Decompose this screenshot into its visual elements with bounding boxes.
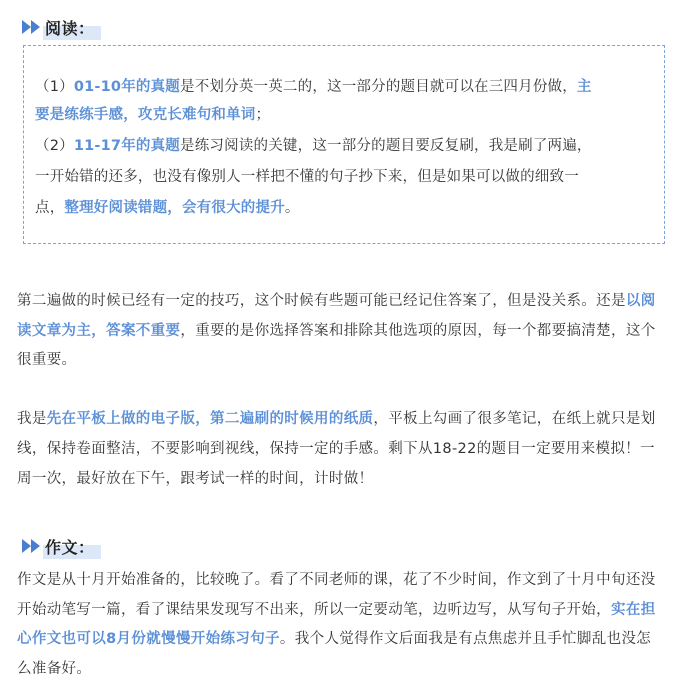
text-segment: 很重要。: [17, 352, 77, 368]
text-segment: ，平板上勾画了很多笔记，在纸上就只是划: [373, 411, 656, 427]
highlighted-text: 主: [576, 79, 592, 95]
double-arrow-icon: [22, 539, 42, 553]
reading-box-line: [35, 198, 300, 218]
text-segment: 开始动笔写一篇，看了课结果发现写不出来，所以一定要动笔，边听边写，从写句子开始，: [17, 602, 611, 618]
text-segment: ，重要的是你选择答案和排除其他选项的原因，每一个都要搞清楚，这个: [180, 323, 656, 339]
text-segment: 第二遍做的时候已经有一定的技巧，这个时候有些题可能已经记住答案了，但是没关系。还是: [17, 293, 626, 309]
text-segment: 是不划分英一英二的，这一部分的题目就可以在三四月份做，: [180, 79, 577, 95]
reading-box-line: [35, 136, 592, 156]
highlighted-text: 心作文也可以8月份就慢慢开始练习句子: [17, 631, 280, 647]
reading-box-line: [35, 105, 270, 125]
highlighted-text: 读文章为主，答案不重要: [17, 323, 181, 339]
highlighted-text: 要是练练手感，攻克长难句和单词: [35, 107, 256, 123]
text-segment: 。我个人觉得作文后面我是有点焦虑并且手忙脚乱也没怎: [279, 631, 652, 647]
text-segment: 点，: [35, 200, 65, 216]
highlighted-text: 先在平板上做的电子版，第二遍刷的时候用的纸质: [46, 411, 374, 427]
reading-section-header: [22, 15, 101, 39]
writing-section-header: [22, 534, 101, 558]
text-segment: 我是: [17, 411, 47, 427]
highlighted-text: 11-17年的真题: [73, 138, 181, 154]
text-segment: ；: [255, 107, 271, 123]
paragraph-line: [17, 350, 76, 370]
paragraph-line: [17, 409, 656, 429]
reading-box-line: [35, 167, 579, 187]
reading-title: 阅读：: [43, 15, 101, 40]
highlighted-text: 以阅: [625, 293, 656, 309]
writing-line: [17, 659, 91, 679]
highlighted-text: 整理好阅读错题，会有很大的提升: [64, 200, 285, 216]
text-segment: 。: [284, 200, 300, 216]
text-segment: 一开始错的还多，也没有像别人一样把不懂的句子抄下来，但是如果可以做的细致一: [35, 169, 579, 185]
highlighted-text: 实在担: [611, 602, 656, 618]
writing-line: [17, 600, 656, 620]
writing-line: [17, 570, 656, 590]
reading-box-line: [35, 77, 592, 97]
text-segment: 周一次，最好放在下午，跟考试一样的时间，计时做！: [17, 471, 374, 487]
text-segment: （2）: [35, 138, 74, 154]
text-segment: 是练习阅读的关键，这一部分的题目要反复刷，我是刷了两遍，: [180, 138, 592, 154]
highlighted-text: 01-10年的真题: [73, 79, 181, 95]
text-segment: 线，保持卷面整洁，不要影响到视线，保持一定的手感。剩下从18-22的题目一定要用来模拟！一: [17, 441, 655, 457]
paragraph-line: [17, 469, 373, 489]
paragraph-line: [17, 291, 656, 311]
text-segment: （1）: [35, 79, 74, 95]
paragraph-line: [17, 439, 655, 459]
text-segment: 么准备好。: [17, 661, 92, 677]
text-segment: 作文是从十月开始准备的，比较晚了。看了不同老师的课，花了不少时间，作文到了十月中旬还没: [17, 572, 656, 588]
writing-title: 作文：: [43, 534, 101, 559]
writing-line: [17, 629, 651, 649]
double-arrow-icon: [22, 20, 42, 34]
paragraph-line: [17, 321, 656, 341]
